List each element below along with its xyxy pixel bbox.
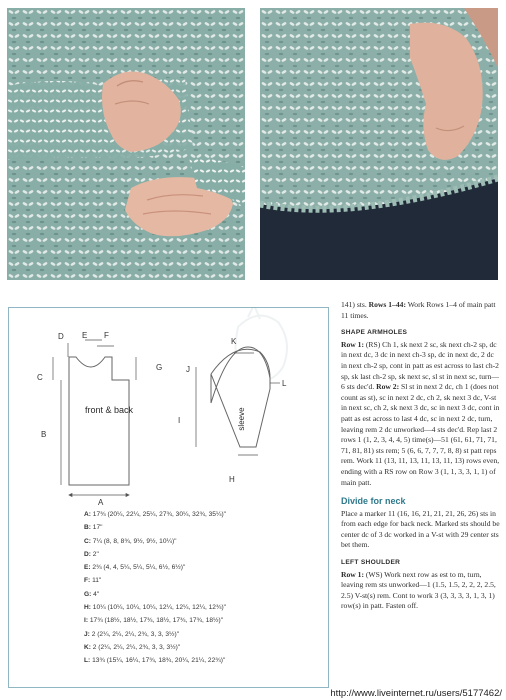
measurement-key: H: [84,604,91,612]
measurement-row [84,574,324,587]
measurement-key: A: [84,511,91,518]
dim-label-e: E [82,331,88,340]
measurement-row [84,654,324,667]
measurement-value: 2" [90,550,99,558]
measurement-key: K: [84,643,91,651]
measurement-key: I: [84,617,89,625]
sweater-photo-hands [7,8,245,280]
measurement-value: 13¾ (15¼, 16¼, 17¾, 18¾, 20¼, 21¼, 22¾)" [90,657,226,665]
measurement-value: 2¾ (4, 4, 5¼, 5¼, 5¼, 6½, 6½)" [90,564,186,572]
measurement-value: 11" [90,577,102,585]
measurement-row [84,548,324,561]
dim-label-c: C [37,373,43,382]
shape-armholes-heading: SHAPE ARMHOLES [341,329,408,337]
measurement-row [84,508,324,521]
divide-for-neck-heading: Divide for neck [341,496,406,507]
measurement-value: 2 (2¼, 2¼, 2¼, 2¾, 3, 3, 3½)" [89,630,180,638]
measurement-row [84,535,324,548]
left-shoulder-heading: LEFT SHOULDER [341,559,401,567]
measurement-key: G: [84,590,92,598]
row-label: Rows 1–44: [368,300,406,309]
measurement-key: F: [84,577,91,585]
measurement-key: J: [84,630,90,638]
instruction-text: (WS) Work next row as est to m, turn, leaving rem sts unworked—1 (1.5, 1.5, 2, 2, 2, 2.5, 2.5) V-st(s) rem. Cont to work 3 (3, 3, 3, 3, 1, 3, 1) row(s) in patt. Fasten off. [341,569,496,611]
measurement-key: L: [84,657,91,665]
dim-label-k: K [231,337,237,346]
measurement-value: 10¼ (10¼, 10¼, 10¼, 12¼, 12¼, 12¼, 12¾)" [90,604,227,612]
dim-label-i: I [178,416,181,425]
measurement-row [84,641,324,654]
measurement-row [84,628,324,641]
measurement-value: 2 (2¼, 2¼, 2¼, 2¾, 3, 3, 3½)" [90,643,181,651]
dim-label-b: B [41,430,47,439]
instruction-text: (RS) Ch 1, sk next 2 sc, sk next ch-2 sp, dc in next dc, 3 dc in next ch-3 sp, dc in next dc, 2 dc in next ch-2 sp, cont in patt as est across to last ch-2 sp, sk last ch-2 sp, sk next sc, sl st in next sc, turn—6 sts dec'd. [341,339,499,392]
measurement-row [84,561,324,574]
measurement-row [84,521,324,534]
sleeve-piece-label: sleeve [237,407,246,431]
sweater-photo-hem [260,8,498,280]
instruction-text: 141) sts. [341,300,369,309]
left-shoulder-paragraph [341,570,501,612]
measurement-row [84,614,324,627]
schematic-diagram [8,307,329,507]
divide-paragraph: Place a marker 11 (16, 16, 21, 21, 21, 26, 26) sts in from each edge for back neck. Marked sts should be center dc of 3 dc worked in a V-st with 29 center sts bet them. [341,508,500,550]
measurements-list [84,508,324,668]
source-url-watermark: http://www.liveinternet.ru/users/5177462/ [330,688,502,699]
pattern-instructions [341,300,501,612]
dim-label-f: F [104,331,109,340]
dim-label-d: D [58,332,64,341]
row-label: Row 2: [376,382,400,392]
measurement-value: 17¾ (20¼, 22¼, 25¼, 27¾, 30¼, 32¾, 35¼)" [90,511,227,518]
measurement-key: B: [84,524,91,532]
dim-label-g: G [156,363,163,372]
dim-label-a: A [98,498,104,507]
measurement-row [84,588,324,601]
measurement-key: E: [84,564,91,572]
body-piece-label: front & back [84,405,134,415]
instruction-text: Sl st in next 2 dc, ch 1 (does not count as st), sc in next 2 dc, ch 2, sk next 3 dc, V-st in next sc, ch 2, sk next 3 dc, sc in next 3 dc, cont in patt as est across to last 4 dc, sc in next 2 dc, turn, leaving rem 2 dc unworked—4 sts dec'd. Rep last 2 rows 1 (1, 2, 3, 4, 4, 5) time(s)—51 (61, 61, 71, 71, 71, 81, 81) sts rem; 5 (6, 6, 7, 7, 7, 8, 8) st patt reps rem. Work 11 (13, 11, 13, 11, 13, 11, 13) rows even, ending with a RS row on Row 3 (1, 1, 3, 3, 1, 1) of main patt. [341,382,500,487]
intro-paragraph [341,300,501,321]
dim-label-j: J [186,365,190,374]
measurement-value: 17" [90,524,103,532]
armholes-paragraph [341,340,501,488]
row-label: Row 1: [341,569,364,579]
measurement-key: D: [84,550,91,558]
dim-label-l: L [282,379,287,388]
measurement-key: C: [84,537,91,545]
dim-label-h: H [229,475,235,484]
measurement-row [84,601,324,614]
measurement-value: 4" [91,590,100,598]
measurement-value: 7¼ (8, 8, 8¾, 9½, 9½, 10¼)" [90,537,177,545]
instruction-text: Work Rows 1–4 of main patt 11 times. [341,300,496,320]
row-label: Row 1: [341,339,364,349]
measurement-value: 17¾ (18½, 18½, 17¾, 18½, 17¾, 17¾, 18½)" [88,617,224,625]
